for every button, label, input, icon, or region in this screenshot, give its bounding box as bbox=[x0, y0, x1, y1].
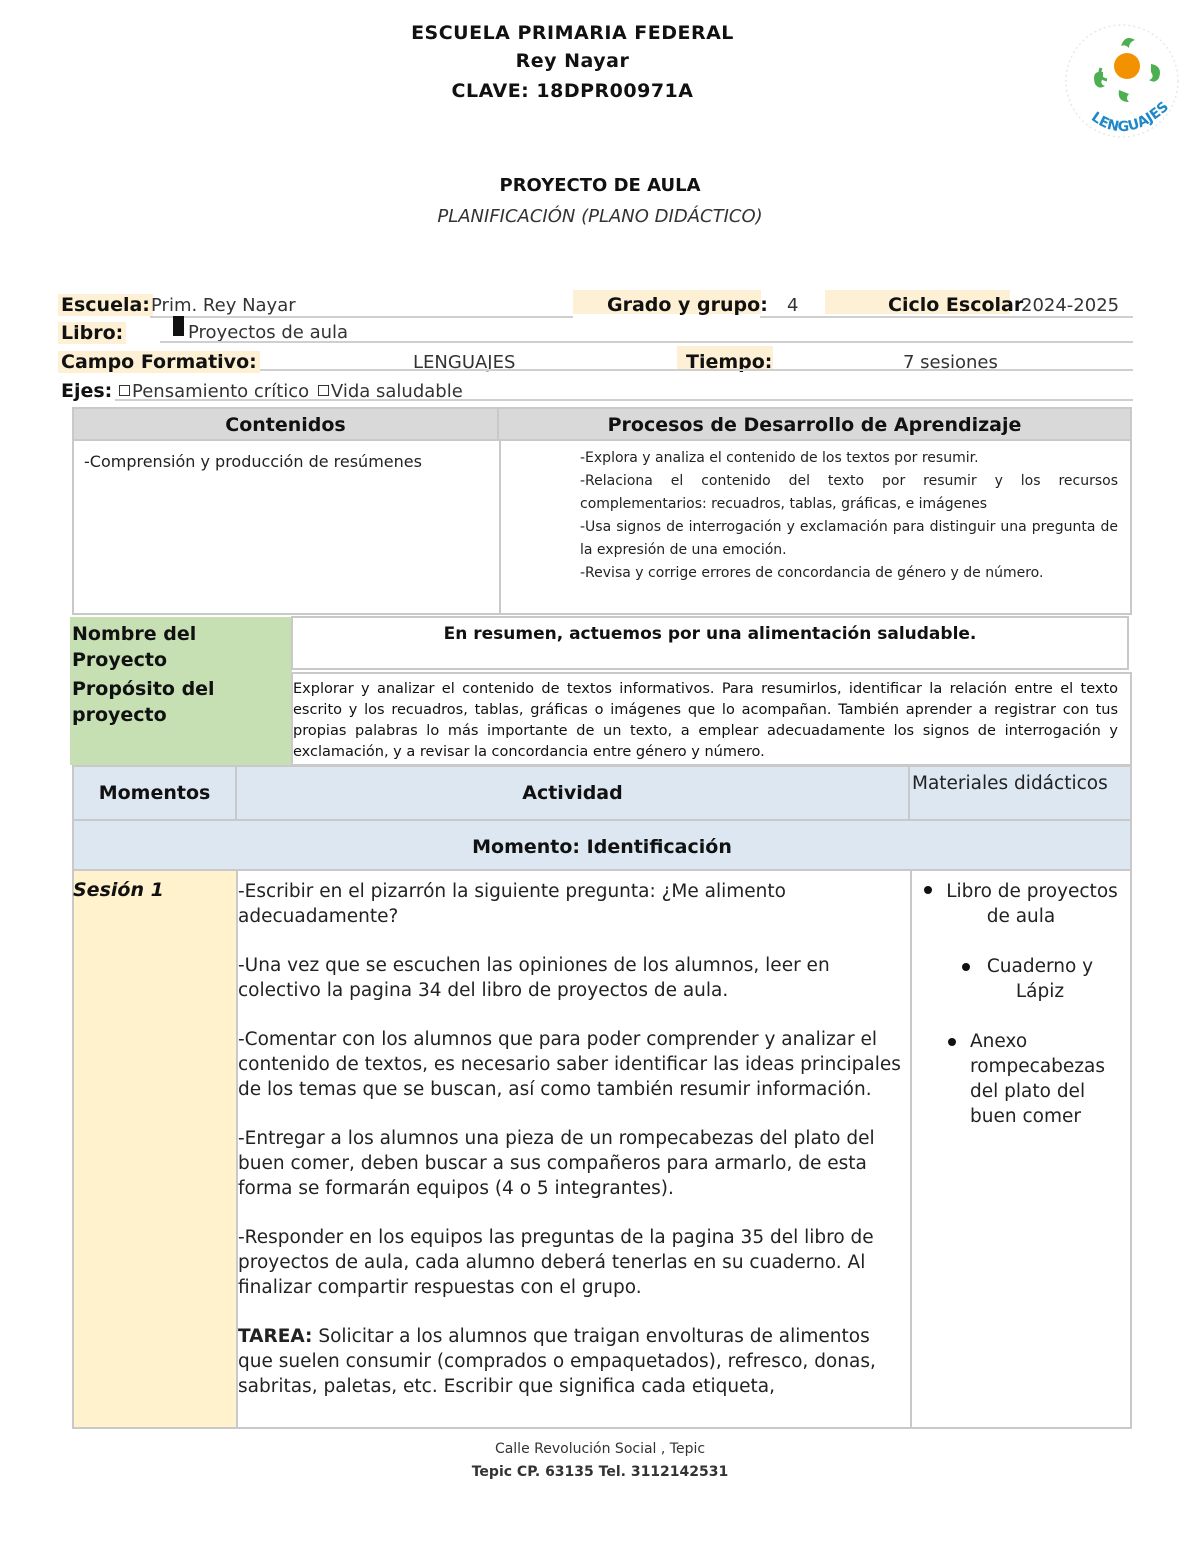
school-clave: CLAVE: 18DPR00971A bbox=[451, 80, 694, 102]
tiempo-label: Tiempo: bbox=[686, 351, 773, 373]
sesion-column bbox=[74, 871, 236, 1427]
actividad-item: -Escribir en el pizarrón la siguiente pregunta: ¿Me alimento adecuadamente? bbox=[238, 881, 786, 927]
bullet-icon bbox=[948, 1038, 956, 1046]
grado-label: Grado y grupo: bbox=[607, 294, 768, 316]
tiempo-value: 7 sesiones bbox=[903, 352, 998, 373]
tarea-text: Solicitar a los alumnos que traigan envolturas de alimentos que suelen consumir (comprados o empaquetados), refresco, donas, sabritas, paletas, etc. Escribir que significa cada etiqueta, bbox=[238, 1326, 876, 1397]
campo-value: LENGUAJES bbox=[413, 352, 516, 373]
logo-text: LENGUAJES bbox=[1088, 98, 1173, 136]
momento-identificacion: Momento: Identificación bbox=[74, 821, 1130, 869]
col-momentos: Momentos bbox=[74, 767, 237, 819]
tarea-item bbox=[238, 1324, 902, 1399]
footer-address: Calle Revolución Social , Tepic bbox=[494, 1441, 706, 1457]
nombre-label: Nombre del Proyecto bbox=[72, 623, 197, 671]
proceso-item: -Explora y analiza el contenido de los textos por resumir. bbox=[580, 450, 979, 466]
procesos-header: Procesos de Desarrollo de Aprendizaje bbox=[499, 409, 1130, 441]
checkbox-vida[interactable] bbox=[318, 385, 329, 396]
eje-pensamiento: Pensamiento crítico bbox=[132, 381, 310, 402]
material-item: Cuaderno y Lápiz bbox=[912, 954, 1130, 1004]
actividades bbox=[238, 879, 902, 1424]
sesion-label: Sesión 1 bbox=[73, 879, 164, 901]
libro-label: Libro: bbox=[58, 322, 126, 344]
actividad-item: -Una vez que se escuchen las opiniones de los alumnos, leer en colectivo la pagina 34 del libro de proyectos de aula. bbox=[238, 955, 830, 1001]
proposito-label: Propósito del proyecto bbox=[72, 678, 215, 726]
proyecto-labels bbox=[70, 617, 292, 765]
material-item: Libro de proyectos de aula bbox=[912, 879, 1130, 929]
tarea-label: TAREA: bbox=[238, 1326, 313, 1347]
logo-orange-dot bbox=[1114, 53, 1140, 79]
nombre-value: En resumen, actuemos por una alimentación saludable. bbox=[443, 624, 977, 644]
escuela-underline bbox=[150, 316, 573, 318]
doc-subtitle: PLANIFICACIÓN (PLANO DIDÁCTICO) bbox=[437, 206, 763, 227]
proceso-item: -Revisa y corrige errores de concordancia de género y de número. bbox=[580, 565, 1044, 581]
material-item: Anexo rompecabezas del plato del buen comer bbox=[912, 1029, 1130, 1129]
ejes-underline bbox=[115, 399, 1133, 401]
grado-value: 4 bbox=[787, 295, 799, 316]
doc-title: PROYECTO DE AULA bbox=[499, 175, 701, 196]
actividad-item: -Responder en los equipos las preguntas de la pagina 35 del libro de proyectos de aula, cada alumno deberá tenerlas en su cuaderno. Al finalizar compartir respuestas con el grupo. bbox=[238, 1227, 874, 1298]
checkbox-pensamiento[interactable] bbox=[119, 385, 130, 396]
cursor-mark bbox=[173, 316, 184, 336]
bullet-icon bbox=[924, 886, 932, 894]
svg-text:LENGUAJES bbox=[1088, 99, 1172, 135]
proposito-value: Explorar y analizar el contenido de textos informativos. Para resumirlos, identificar la relación entre el texto escrito y los recuadros, tablas, gráficas o imágenes que lo acompañan. También aprender a registrar con tus propias palabras lo más importante de un texto, a emplear adecuadamente los signos de interrogación y exclamación, y a revisar la concordancia entre género y número. bbox=[293, 681, 1118, 760]
school-name: ESCUELA PRIMARIA FEDERAL bbox=[411, 22, 734, 44]
grado-underline bbox=[760, 316, 1133, 318]
col-materiales: Materiales didácticos bbox=[910, 767, 1130, 819]
proceso-item: -Relaciona el contenido del texto por resumir y los recursos complementarios: recuadros, tablas, gráficas, e imágenes bbox=[580, 473, 1118, 512]
proceso-item: -Usa signos de interrogación y exclamación para distinguir una pregunta de la expresión de una emoción. bbox=[580, 519, 1118, 558]
ciclo-label: Ciclo Escolar bbox=[888, 294, 1024, 316]
escuela-value: Prim. Rey Nayar bbox=[151, 295, 296, 316]
contenidos-divider bbox=[499, 441, 501, 614]
escuela-label: Escuela: bbox=[58, 294, 153, 316]
libro-underline bbox=[160, 341, 1133, 343]
bullet-icon bbox=[962, 963, 970, 971]
contenidos-header: Contenidos bbox=[74, 409, 499, 441]
ejes-label: Ejes: bbox=[61, 380, 113, 402]
campo-label: Campo Formativo: bbox=[58, 351, 260, 373]
lenguajes-logo bbox=[1063, 22, 1181, 140]
procesos-list bbox=[580, 447, 1118, 585]
contenidos-text: -Comprensión y producción de resúmenes bbox=[84, 452, 422, 471]
school-subname: Rey Nayar bbox=[515, 50, 630, 72]
campo-underline bbox=[260, 369, 1133, 371]
col-actividad: Actividad bbox=[237, 767, 910, 819]
eje-vida: Vida saludable bbox=[330, 381, 463, 402]
footer-contact: Tepic CP. 63135 Tel. 3112142531 bbox=[471, 1464, 729, 1480]
actividad-item: -Entregar a los alumnos una pieza de un rompecabezas del plato del buen comer, deben buscar a sus compañeros para armarlo, de esta forma se formarán equipos (4 o 5 integrantes). bbox=[238, 1128, 875, 1199]
ciclo-value: 2024-2025 bbox=[1021, 295, 1120, 316]
materiales-list bbox=[912, 879, 1130, 1129]
libro-value: Proyectos de aula bbox=[188, 322, 349, 343]
actividad-item: -Comentar con los alumnos que para poder comprender y analizar el contenido de textos, es necesario saber identificar las ideas principales de los temas que se buscan, así como también resumir información. bbox=[238, 1029, 901, 1100]
